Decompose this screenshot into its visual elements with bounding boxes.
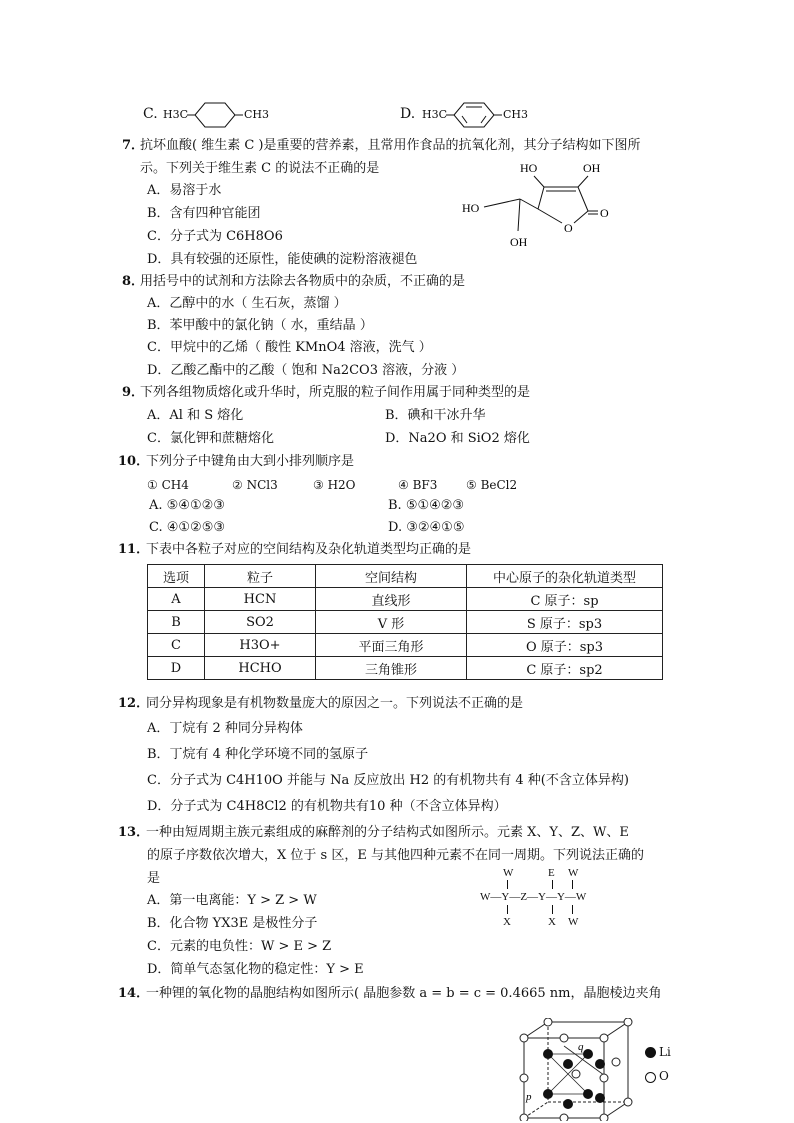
bond-line bbox=[572, 905, 573, 914]
choice-d: D. ③②④①⑤ bbox=[388, 520, 465, 535]
choice-b: B．化合物 YX3E 是极性分子 bbox=[147, 916, 318, 931]
question-stem: 同分异构现象是有机物数量庞大的原因之一。下列说法不正确的是 bbox=[146, 696, 524, 711]
table-cell: HCN bbox=[205, 588, 316, 611]
label-q: q bbox=[578, 1041, 584, 1053]
question-stem: 的原子序数依次增大，X 位于 s 区，E 与其他四种元素不在同一周期。下列说法正确的 bbox=[147, 848, 644, 863]
table-header: 选项 bbox=[148, 565, 205, 588]
cyclohexane-ring-icon bbox=[187, 100, 243, 130]
methyl-left: H3C bbox=[163, 108, 189, 121]
table-cell: O 原子：sp3 bbox=[467, 634, 663, 657]
choice-c: C．氯化钾和蔗糖熔化 bbox=[147, 431, 274, 446]
table-header: 中心原子的杂化轨道类型 bbox=[467, 565, 663, 588]
choice-a: A．第一电离能：Y > Z > W bbox=[147, 893, 317, 908]
anesthetic-structure bbox=[478, 867, 608, 933]
option-c-structure bbox=[143, 100, 283, 130]
choice-b: B．苯甲酸中的氯化钠（ 水，重结晶 ） bbox=[147, 318, 373, 333]
table-cell: S 原子：sp3 bbox=[467, 611, 663, 634]
bond-line bbox=[507, 905, 508, 914]
o-atom-icon bbox=[645, 1072, 656, 1083]
question-number: 11． bbox=[118, 542, 150, 557]
legend-o-label: O bbox=[659, 1069, 669, 1083]
question-number: 12． bbox=[118, 696, 150, 711]
legend-li-label: Li bbox=[659, 1045, 671, 1059]
table-header: 空间结构 bbox=[316, 565, 467, 588]
molecule-item: ⑤ BeCl2 bbox=[466, 478, 518, 492]
question-number: 13． bbox=[118, 825, 150, 840]
table-header-row bbox=[148, 565, 663, 588]
option-label: C. bbox=[143, 106, 158, 122]
choice-b: B．含有四种官能团 bbox=[147, 206, 261, 221]
choice-b: B. ⑤①④②③ bbox=[388, 498, 465, 513]
question-number: 7． bbox=[122, 138, 145, 153]
choice-d: D．分子式为 C4H8Cl2 的有机物共有10 种（不含立体异构） bbox=[147, 799, 507, 814]
table-cell: SO2 bbox=[205, 611, 316, 634]
bond-line bbox=[552, 880, 553, 889]
atom-label: W bbox=[568, 916, 579, 928]
choice-a: A．乙醇中的水（ 生石灰，蒸馏 ） bbox=[147, 296, 347, 311]
molecule-item: ① CH4 bbox=[147, 478, 189, 492]
atom-label: E bbox=[548, 867, 555, 879]
table-cell: C 原子：sp2 bbox=[467, 657, 663, 680]
choice-c: C．甲烷中的乙烯（ 酸性 KMnO4 溶液，洗气 ） bbox=[147, 340, 432, 355]
choice-a: A. ⑤④①②③ bbox=[149, 498, 225, 513]
table-cell: 直线形 bbox=[316, 588, 467, 611]
question-stem: 是 bbox=[147, 871, 161, 886]
question-stem: 用括号中的试剂和方法除去各物质中的杂质，不正确的是 bbox=[140, 274, 466, 289]
choice-d: D．简单气态氢化物的稳定性：Y > E bbox=[147, 962, 364, 977]
table-row bbox=[148, 634, 663, 657]
vitamin-c-structure bbox=[460, 157, 620, 249]
choice-a: A．易溶于水 bbox=[147, 183, 222, 198]
choice-c: C. ④①②⑤③ bbox=[149, 520, 226, 535]
question-number: 14． bbox=[118, 986, 150, 1001]
table-row bbox=[148, 611, 663, 634]
choice-d: D．Na2O 和 SiO2 熔化 bbox=[385, 431, 530, 446]
table-cell: HCHO bbox=[205, 657, 316, 680]
table-header: 粒子 bbox=[205, 565, 316, 588]
label-p: p bbox=[526, 1091, 532, 1103]
choice-a: A．Al 和 S 熔化 bbox=[147, 408, 244, 423]
bond-line bbox=[507, 880, 508, 889]
atom-label: X bbox=[548, 916, 556, 928]
methyl-right: CH3 bbox=[244, 108, 270, 121]
table-cell: A bbox=[148, 588, 205, 611]
table-cell: D bbox=[148, 657, 205, 680]
choice-b: B．丁烷有 4 种化学环境不同的氢原子 bbox=[147, 747, 369, 762]
legend bbox=[645, 1045, 695, 1095]
molecule-item: ③ H2O bbox=[313, 478, 356, 492]
hybridization-table bbox=[147, 564, 663, 680]
option-d-structure bbox=[400, 100, 540, 130]
table-row bbox=[148, 588, 663, 611]
question-stem: 一种由短周期主族元素组成的麻醉剂的分子结构式如图所示。元素 X、Y、Z、W、E bbox=[146, 825, 629, 840]
bond-line bbox=[572, 880, 573, 889]
choice-a: A．丁烷有 2 种同分异构体 bbox=[147, 721, 303, 736]
question-number: 8． bbox=[122, 274, 145, 289]
struct-label: O bbox=[564, 221, 573, 235]
option-label: D. bbox=[400, 106, 416, 122]
crystal-cell-diagram bbox=[518, 1018, 638, 1121]
choice-d: D．乙酸乙酯中的乙酸（ 饱和 Na2CO3 溶液，分液 ） bbox=[147, 363, 465, 378]
table-row bbox=[148, 657, 663, 680]
molecule-item: ④ BF3 bbox=[398, 478, 438, 492]
benzene-ring-icon bbox=[446, 100, 502, 130]
struct-label: O bbox=[600, 206, 609, 220]
struct-label: OH bbox=[510, 235, 528, 249]
table-cell: 平面三角形 bbox=[316, 634, 467, 657]
choice-d: D．具有较强的还原性，能使碘的淀粉溶液褪色 bbox=[147, 252, 418, 267]
struct-label: HO bbox=[520, 161, 538, 175]
question-number: 9． bbox=[122, 385, 145, 400]
question-stem: 示。下列关于维生素 C 的说法不正确的是 bbox=[140, 161, 380, 176]
table-cell: B bbox=[148, 611, 205, 634]
bond-line bbox=[552, 905, 553, 914]
structure-main-chain: W—Y—Z—Y—Y—W bbox=[480, 891, 587, 903]
struct-label: OH bbox=[583, 161, 601, 175]
table-cell: 三角锥形 bbox=[316, 657, 467, 680]
table-cell: V 形 bbox=[316, 611, 467, 634]
atom-label: X bbox=[503, 916, 511, 928]
atom-label: W bbox=[568, 867, 579, 879]
question-stem: 下表中各粒子对应的空间结构及杂化轨道类型均正确的是 bbox=[146, 542, 472, 557]
choice-c: C．分子式为 C6H8O6 bbox=[147, 229, 283, 244]
methyl-left: H3C bbox=[422, 108, 448, 121]
choice-c: C．分子式为 C4H10O 并能与 Na 反应放出 H2 的有机物共有 4 种(不含立体异构) bbox=[147, 773, 629, 788]
question-stem: 下列各组物质熔化或升华时，所克服的粒子间作用属于同种类型的是 bbox=[140, 385, 531, 400]
question-stem: 下列分子中键角由大到小排列顺序是 bbox=[146, 454, 355, 469]
li-atom-icon bbox=[645, 1047, 656, 1058]
question-stem: 抗坏血酸( 维生素 C )是重要的营养素，且常用作食品的抗氧化剂，其分子结构如下图所 bbox=[140, 138, 641, 153]
table-cell: C 原子：sp bbox=[467, 588, 663, 611]
methyl-right: CH3 bbox=[503, 108, 529, 121]
molecule-item: ② NCl3 bbox=[232, 478, 278, 492]
table-cell: C bbox=[148, 634, 205, 657]
table-cell: H3O+ bbox=[205, 634, 316, 657]
choice-c: C．元素的电负性：W > E > Z bbox=[147, 939, 332, 954]
atom-label: W bbox=[503, 867, 514, 879]
question-stem: 一种锂的氧化物的晶胞结构如图所示( 晶胞参数 a = b = c = 0.4665 nm，晶胞棱边夹角 bbox=[146, 986, 662, 1001]
choice-b: B．碘和干冰升华 bbox=[385, 408, 486, 423]
struct-label: HO bbox=[462, 201, 480, 215]
question-number: 10． bbox=[118, 454, 150, 469]
